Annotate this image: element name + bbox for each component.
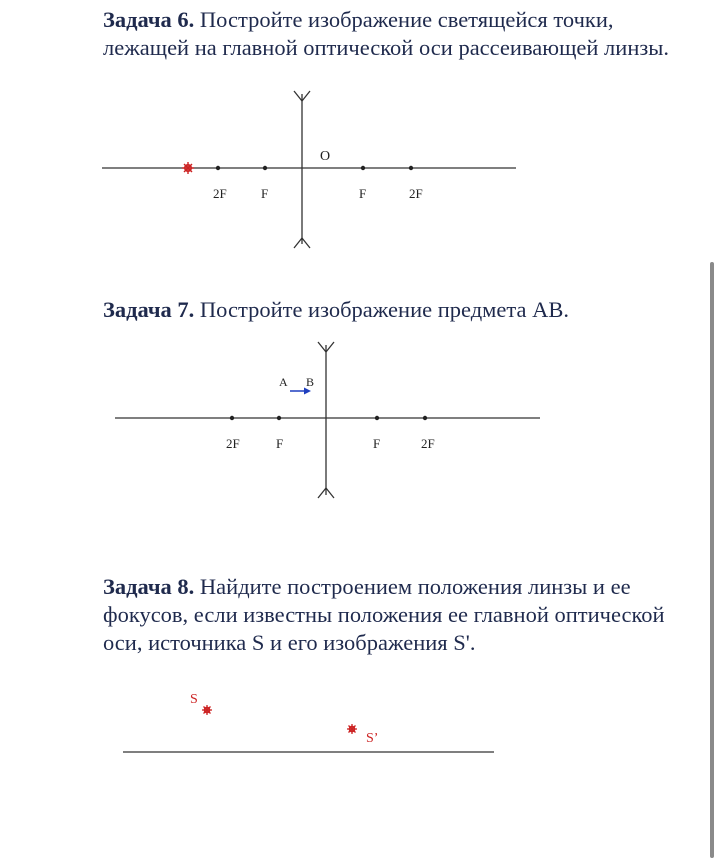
source-s-icon xyxy=(202,705,212,715)
point-a-label: A xyxy=(279,375,288,389)
task-7-body: Постройте изображение предмета АВ. xyxy=(194,297,569,322)
task-7-text xyxy=(103,296,673,324)
focus-label: 2F xyxy=(226,436,240,451)
task-6-body: Постройте изображение светящейся точки, лежащей на главной оптической оси рассеивающей линзы. xyxy=(103,7,669,60)
image-s-prime-icon xyxy=(347,724,357,734)
focus-point xyxy=(423,416,427,420)
focus-point xyxy=(263,166,267,170)
light-source-icon xyxy=(182,162,194,174)
task-8-text xyxy=(103,573,673,657)
source-s-label: S xyxy=(190,692,198,707)
scrollbar[interactable] xyxy=(710,262,714,858)
focus-label: 2F xyxy=(213,186,227,201)
focus-label: 2F xyxy=(409,186,423,201)
task-8-diagram xyxy=(0,680,720,780)
focus-point xyxy=(375,416,379,420)
task-7-title: Задача 7. xyxy=(103,297,195,322)
image-s-prime-label: S’ xyxy=(366,731,379,746)
focus-label: 2F xyxy=(421,436,435,451)
point-b-label: B xyxy=(306,375,315,389)
focus-label: F xyxy=(373,436,381,451)
focus-point xyxy=(277,416,281,420)
diverging-lens xyxy=(318,342,334,498)
task-6-title: Задача 6. xyxy=(103,7,195,32)
focus-point xyxy=(230,416,234,420)
focus-label: F xyxy=(261,186,269,201)
focus-point xyxy=(409,166,413,170)
lens-center-label: O xyxy=(320,149,331,164)
focus-point xyxy=(216,166,220,170)
task-8-title: Задача 8. xyxy=(103,574,195,599)
focus-label: F xyxy=(276,436,284,451)
task-6-diagram xyxy=(0,0,720,270)
task-7-diagram xyxy=(0,330,720,510)
focus-point xyxy=(361,166,365,170)
task-8-body: Найдите построением положения линзы и ее фокусов, если известны положения ее главной оптической оси, источника S и его изображения S'. xyxy=(103,574,665,655)
diverging-lens xyxy=(294,91,310,248)
focus-label: F xyxy=(359,186,367,201)
